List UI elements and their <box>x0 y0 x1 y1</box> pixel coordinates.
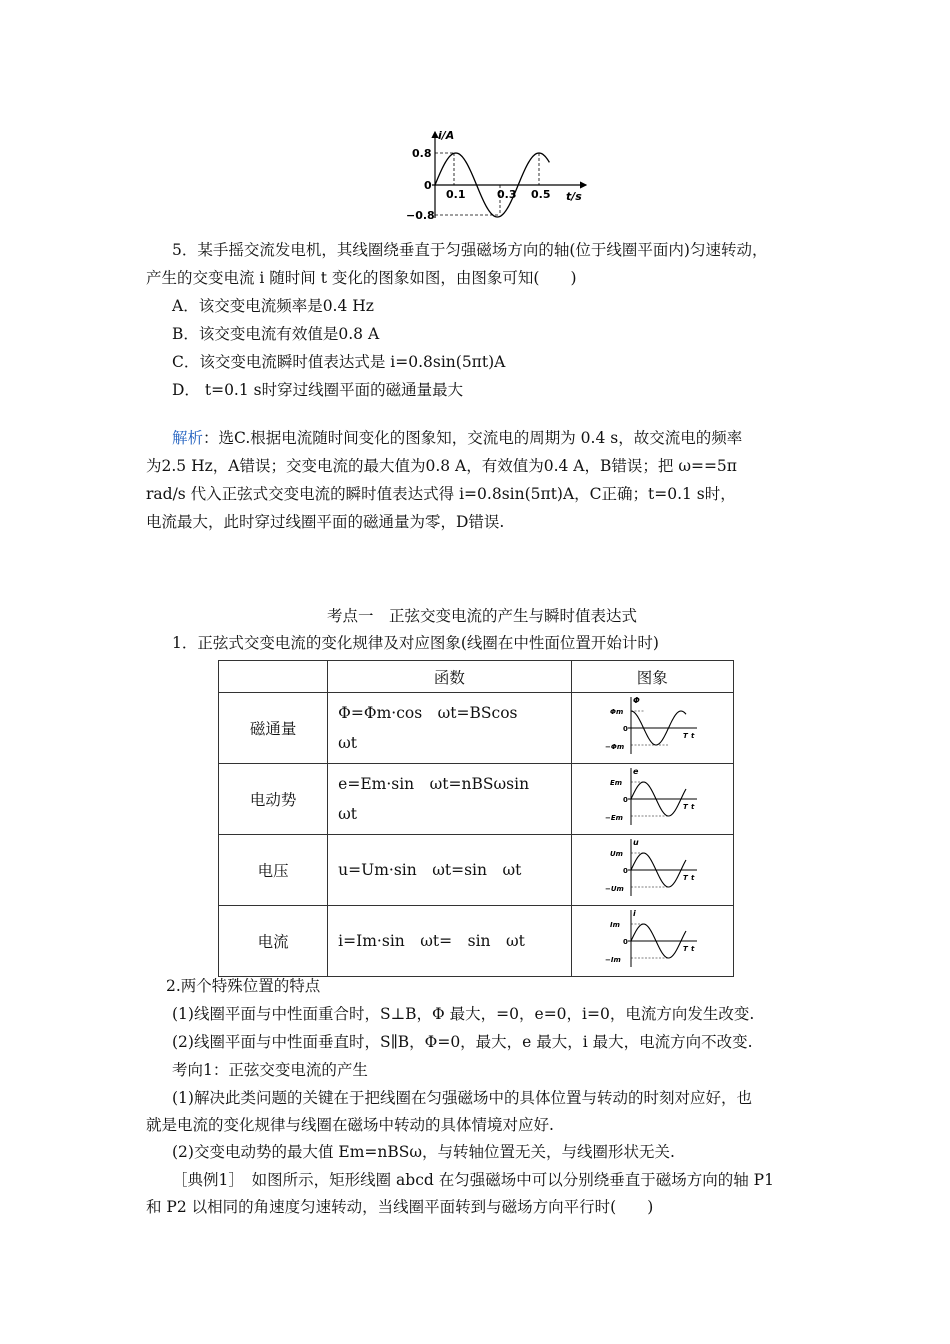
item2-title: 2.两个特殊位置的特点 <box>166 977 321 995</box>
x-axis-label: t/s <box>566 190 582 203</box>
item2-point-1: (1)线圈平面与中性面重合时，S⊥B，Φ 最大，=0，e=0，i=0，电流方向发生改变. <box>172 1005 755 1023</box>
y-axis-label: i/A <box>438 129 455 142</box>
row-function-line2: ωt <box>338 734 358 752</box>
table-row <box>219 906 734 977</box>
mini-t-label: t <box>690 874 695 882</box>
direction-1-para-2: (2)交变电动势的最大值 Em=nBSω，与转轴位置无关，与线圈形状无关. <box>172 1143 675 1161</box>
mini-peak-label: Em <box>609 779 622 787</box>
mini-y-label: i <box>632 909 636 918</box>
mini-period-label: T <box>682 945 688 953</box>
mini-trough-label: −Φm <box>604 743 624 751</box>
voltage-graph <box>605 836 700 900</box>
option-c: C．该交变电流瞬时值表达式是 i=0.8sin(5πt)A <box>172 353 506 371</box>
mini-origin-label: 0 <box>622 938 628 946</box>
answer-label: 解析 <box>172 429 204 447</box>
mini-peak-label: Im <box>609 921 620 929</box>
mini-period-label: T <box>682 874 688 882</box>
row-graph <box>571 906 733 977</box>
x-tick-0.3: 0.3 <box>497 188 517 201</box>
mini-y-label: u <box>632 838 639 847</box>
mini-trough-label: −Im <box>604 956 621 964</box>
direction-1-title: 考向1：正弦交变电流的产生 <box>172 1061 368 1079</box>
direction-1-para-1-line-1: (1)解决此类问题的关键在于把线圈在匀强磁场中的具体位置与转动的时刻对应好，也 <box>172 1089 752 1107</box>
x-tick-0.1: 0.1 <box>446 188 466 201</box>
row-graph <box>571 835 733 906</box>
current-graph <box>605 907 700 971</box>
mini-origin-label: 0 <box>622 796 628 804</box>
row-function-line1: i=Im·sin ωt= sin ωt <box>338 932 525 950</box>
option-d: D． t=0.1 s时穿过线圈平面的磁通量最大 <box>172 381 464 399</box>
direction-1-para-1-line-2: 就是电流的变化规律与线圈在磁场中转动的具体情境对应好. <box>146 1116 554 1134</box>
answer-line-3: rad/s 代入正弦式交变电流的瞬时值表达式得 i=0.8sin(5πt)A，C正确；t=0.1 s时， <box>146 485 736 503</box>
row-function <box>328 835 571 906</box>
y-tick-zero: 0 <box>424 179 432 192</box>
mini-origin-label: 0 <box>622 867 628 875</box>
row-name: 磁通量 <box>219 693 328 764</box>
item2-point-2: (2)线圈平面与中性面垂直时，S∥B，Φ=0，最大，e 最大，i 最大，电流方向不改变. <box>172 1033 753 1051</box>
current-time-graph <box>402 126 592 226</box>
mini-trough-label: −Em <box>604 814 623 822</box>
row-function <box>328 693 571 764</box>
option-a: A．该交变电流频率是0.4 Hz <box>172 297 374 315</box>
mini-trough-label: −Um <box>604 885 624 893</box>
mini-t-label: t <box>690 945 695 953</box>
header-cell-blank <box>219 661 328 693</box>
row-name: 电压 <box>219 835 328 906</box>
table-row <box>219 693 734 764</box>
mini-y-label: e <box>632 767 639 776</box>
answer-line-1 <box>172 428 742 448</box>
mini-origin-label: 0 <box>622 725 628 733</box>
row-name: 电流 <box>219 906 328 977</box>
example-1-line-2: 和 P2 以相同的角速度匀速转动，当线圈平面转到与磁场方向平行时( ) <box>146 1198 654 1216</box>
row-function <box>328 906 571 977</box>
row-function <box>328 764 571 835</box>
row-function-line1: e=Em·sin ωt=nBSωsin <box>338 775 530 793</box>
y-tick-min: −0.8 <box>406 209 435 222</box>
mini-period-label: T <box>682 803 688 811</box>
table-header <box>219 661 734 693</box>
row-name: 电动势 <box>219 764 328 835</box>
mini-peak-label: Um <box>609 850 623 858</box>
row-function-line1: Φ=Φm·cos ωt=BScos <box>338 704 518 722</box>
question-line-1: 5．某手摇交流发电机，其线圈绕垂直于匀强磁场方向的轴(位于线圈平面内)匀速转动， <box>172 241 768 259</box>
example-1-line-1: ［典例1］ 如图所示，矩形线圈 abcd 在匀强磁场中可以分别绕垂直于磁场方向的轴 P1 <box>172 1171 774 1189</box>
header-cell-graph: 图象 <box>571 661 733 693</box>
table-row <box>219 835 734 906</box>
function-table <box>218 660 734 977</box>
row-graph <box>571 764 733 835</box>
mini-t-label: t <box>690 732 695 740</box>
item1-title: 1．正弦式交变电流的变化规律及对应图象(线圈在中性面位置开始计时) <box>172 634 659 652</box>
section-title: 考点一 正弦交变电流的产生与瞬时值表达式 <box>327 607 638 625</box>
flux-graph <box>605 694 700 758</box>
answer-line-4: 电流最大，此时穿过线圈平面的磁通量为零，D错误. <box>146 513 505 531</box>
row-function-line2: ωt <box>338 805 358 823</box>
emf-graph <box>605 765 700 829</box>
row-function-line1: u=Um·sin ωt=sin ωt <box>338 861 522 879</box>
x-tick-0.5: 0.5 <box>531 188 551 201</box>
header-cell-function: 函数 <box>328 661 571 693</box>
row-graph <box>571 693 733 764</box>
y-tick-max: 0.8 <box>412 147 432 160</box>
mini-period-label: T <box>682 732 688 740</box>
mini-peak-label: Φm <box>609 708 624 716</box>
mini-t-label: t <box>690 803 695 811</box>
question-line-2: 产生的交变电流 i 随时间 t 变化的图象如图，由图象可知( ) <box>146 269 577 287</box>
option-b: B．该交变电流有效值是0.8 A <box>172 325 380 343</box>
answer-line-2: 为2.5 Hz，A错误；交变电流的最大值为0.8 A，有效值为0.4 A，B错误；把 ω==5π <box>146 457 737 475</box>
answer-line-1-text: ：选C.根据电流随时间变化的图象知，交流电的周期为 0.4 s，故交流电的频率 <box>203 429 743 447</box>
mini-y-label: Φ <box>632 696 640 705</box>
table-row <box>219 764 734 835</box>
